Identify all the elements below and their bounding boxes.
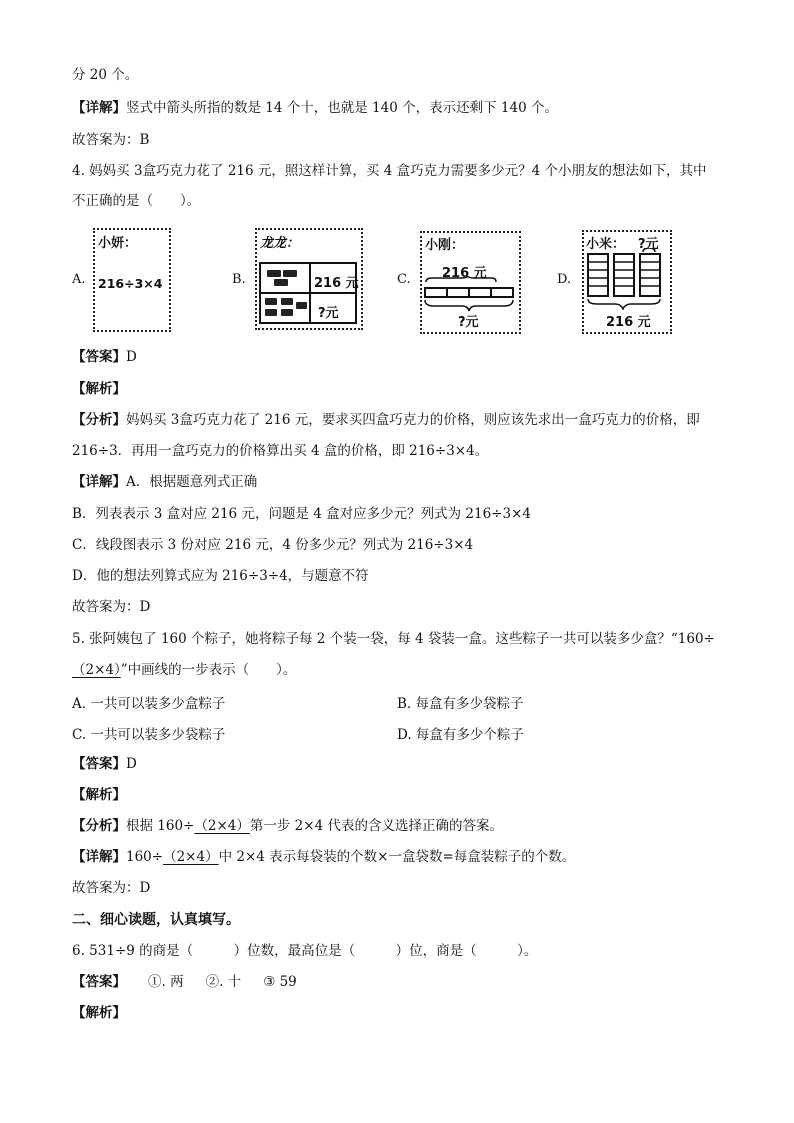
choice-a: A. 一共可以装多少盒粽子 [72, 696, 226, 712]
detail-tag: 【详解】 [72, 849, 126, 865]
question-4-line1: 4. 妈妈买 3盒巧克力花了 216 元，照这样计算，买 4 盒巧克力需要多少元？4 个小朋友的想法如下，其中 [72, 163, 707, 179]
figure-a-name: 小妍： [98, 236, 138, 251]
detail-text: 竖式中箭头所指的数是 14 个十，也就是 140 个，表示还剩下 140 个。 [126, 100, 558, 116]
figure-c-segment-diagram [422, 276, 516, 312]
figure-c-label: C. [397, 272, 411, 287]
answer-tag: 【答案】 [72, 349, 126, 365]
answer-tag: 【答案】 [72, 974, 126, 990]
answer-line [72, 348, 137, 366]
final-answer: 故答案为：D [72, 880, 151, 896]
question-5-line1: 5. 张阿姨包了 160 个粽子，她将粽子每 2 个装一袋，每 4 袋装一盒。这些粽子一共可以装多少盒？“160÷ [72, 631, 715, 647]
detail-line: B．列表表示 3 盒对应 216 元，问题是 4 盒对应多少元？列式为 216÷3×4 [72, 506, 531, 522]
question-5-text: ”中画线的一步表示（ ）。 [120, 662, 297, 678]
section-heading: 二、细心读题，认真填写。 [72, 912, 240, 928]
analysis-line [72, 411, 700, 429]
text-line [72, 99, 558, 117]
figure-d-label: D. [557, 272, 572, 287]
answer-line [72, 755, 137, 773]
detail-line: C．线段图表示 3 份对应 216 元，4 份多少元？列式为 216÷3×4 [72, 537, 474, 553]
figure-d-bar-diagram [585, 248, 667, 310]
detail-line: D．他的想法列算式应为 216÷3÷4，与题意不符 [72, 568, 369, 584]
figure-d-top-value: ?元 [638, 237, 659, 252]
analysis-tag: 【分析】 [72, 412, 126, 428]
detail-text: 中 2×4 表示每袋装的个数×一盒袋数=每盒装粽子的个数。 [218, 849, 576, 865]
answer-item-1: ①. 两 [148, 974, 184, 990]
question-6: 6. 531÷9 的商是（ ）位数，最高位是（ ）位，商是（ ）。 [72, 943, 538, 959]
figure-b-label: B. [232, 272, 246, 287]
analysis-text: 第一步 2×4 代表的含义选择正确的答案。 [249, 818, 503, 834]
figure-c-top-value: 216 元 [442, 266, 487, 281]
choice-b: B. 每盒有多少袋粽子 [397, 696, 524, 712]
text-line: 故答案为：B [72, 132, 150, 148]
figure-c-name: 小刚： [425, 238, 465, 253]
answer-item-3: ③ 59 [263, 974, 297, 990]
choice-d: D. 每盒有多少个粽子 [397, 727, 524, 743]
analysis-heading: 【解析】 [72, 787, 126, 803]
text-line: 分 20 个。 [72, 67, 139, 83]
detail-tag: 【详解】 [72, 100, 126, 116]
question-4-line2: 不正确的是（ ）。 [72, 193, 201, 209]
figure-a-label: A. [72, 272, 86, 287]
detail-line [72, 473, 257, 491]
answer-value: D [126, 349, 137, 365]
detail-line [72, 848, 575, 866]
underlined-expression: （2×4） [72, 662, 121, 678]
question-5-line2 [72, 661, 296, 679]
analysis-line: 216÷3．再用一盒巧克力的价格算出买 4 盒的价格，即 216÷3×4。 [72, 443, 489, 459]
analysis-text: 妈妈买 3盒巧克力花了 216 元，要求买四盒巧克力的价格，则应该先求出一盒巧克力的价格，即 [126, 412, 700, 428]
answer-tag: 【答案】 [72, 756, 126, 772]
figure-b-name: 龙龙： [260, 236, 300, 251]
underlined-expression: （2×4） [163, 849, 219, 865]
figure-b-top-value: 216 元 [314, 276, 359, 291]
analysis-tag: 【分析】 [72, 818, 126, 834]
underlined-expression: （2×4） [194, 818, 250, 834]
answer-line [72, 973, 297, 991]
analysis-text: 根据 160÷ [126, 818, 195, 834]
analysis-heading: 【解析】 [72, 1005, 126, 1021]
analysis-line [72, 817, 503, 835]
answer-value: D [126, 756, 137, 772]
final-answer: 故答案为：D [72, 599, 151, 615]
figure-d-name: 小米： [586, 237, 626, 252]
figure-d-bottom-value: 216 元 [606, 315, 651, 330]
analysis-heading: 【解析】 [72, 381, 126, 397]
figure-c-bottom-value: ?元 [458, 315, 479, 330]
detail-text: A．根据题意列式正确 [126, 474, 258, 490]
figure-a-expression: 216÷3×4 [98, 276, 163, 291]
answer-item-2: ②. 十 [205, 974, 242, 990]
figure-b-bottom-value: ?元 [318, 306, 339, 321]
detail-text: 160÷ [126, 849, 164, 865]
detail-tag: 【详解】 [72, 474, 126, 490]
choice-c: C. 一共可以装多少袋粽子 [72, 727, 226, 743]
